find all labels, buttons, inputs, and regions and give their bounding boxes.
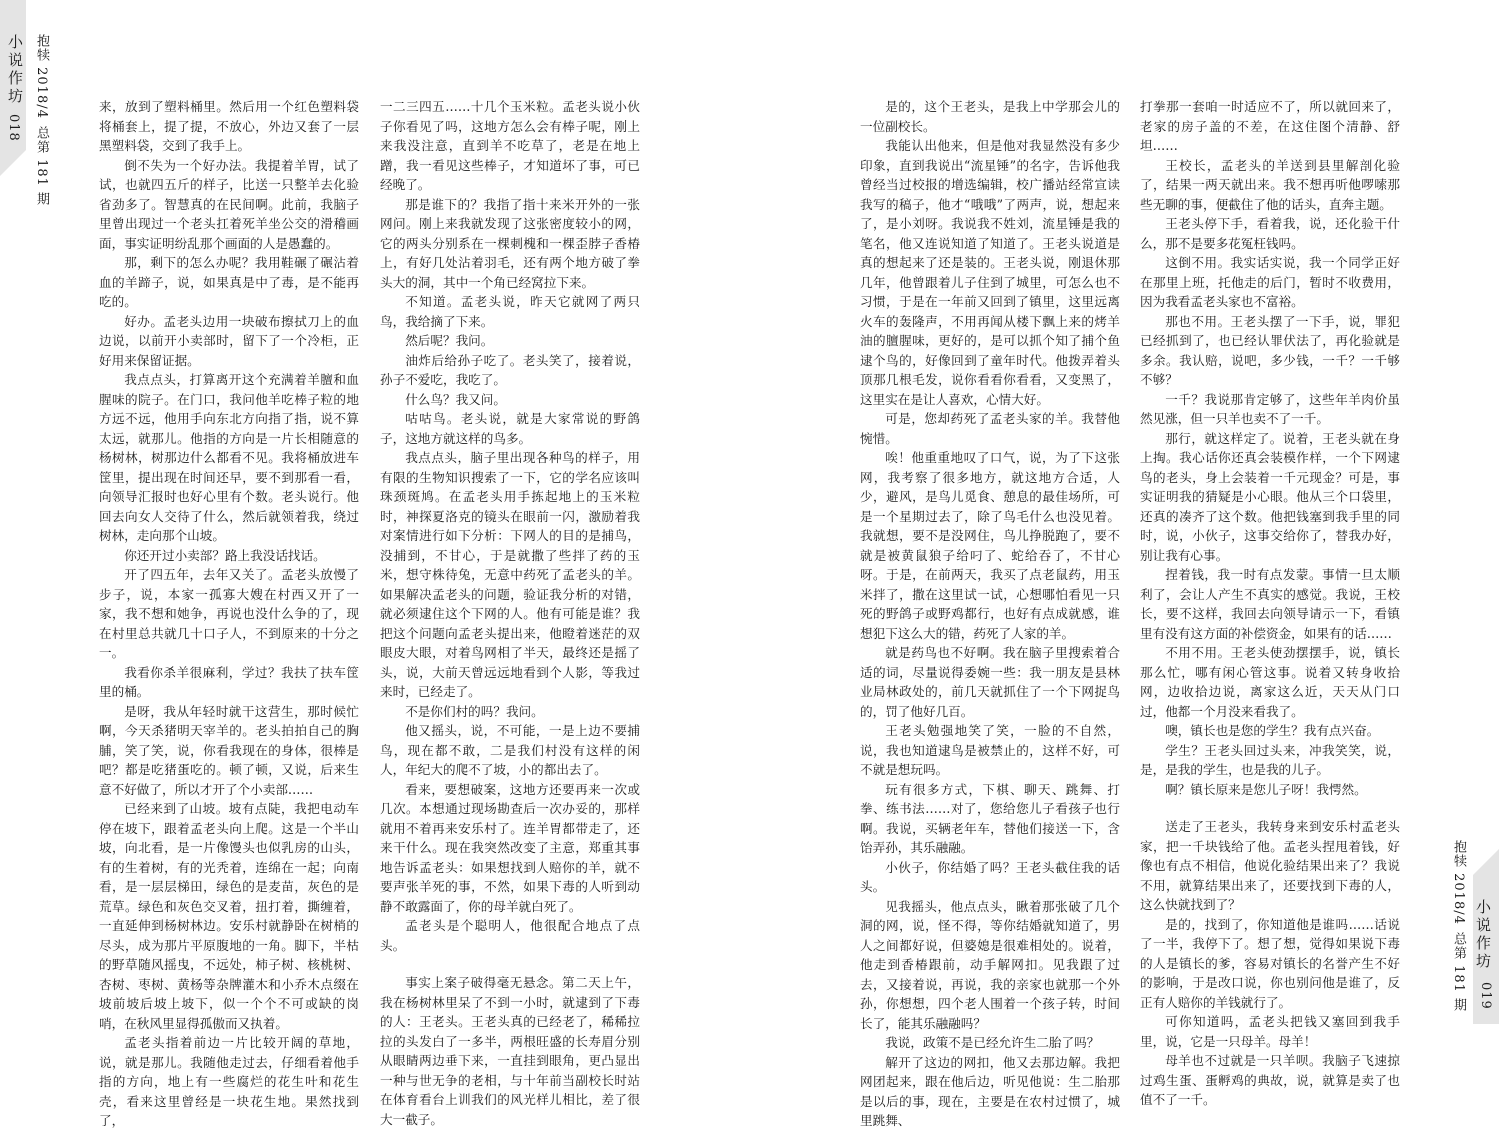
paragraph: 是的，找到了，你知道他是谁吗……话说了一半，我停下了。想了想，觉得如果说下毒的人是镇长的爹，容易对镇长的名誉产生不好的影响，于是改口说，你也别问他是谁了，反正有人赔你的羊钱就行了。 xyxy=(1140,916,1400,1010)
right-magazine-title: 抱犊 2018/4 xyxy=(1451,840,1466,925)
paragraph: 不用不用。王老头使劲摆摆手，说，镇长那么忙，哪有闲心管这事。说着又转身收拾网，边收拾边说，离家这么近，天天从门口过，他都一个月没来看我了。 xyxy=(1140,645,1400,719)
paragraph: 油炸后给孙子吃了。老头笑了，接着说，孙子不爱吃，我吃了。 xyxy=(380,352,640,387)
paragraph: 他又摇头，说，不可能，一是上边不要捕鸟，现在都不敢，二是我们村没有这样的闲人，年纪大的爬不了坡，小的都出去了。 xyxy=(380,723,640,777)
paragraph: 咕咕鸟。老头说，就是大家常说的野鸽子，这地方就这样的鸟多。 xyxy=(380,411,640,446)
paragraph: 孟老头指着前边一片比较开阔的草地，说，就是那儿。我随他走过去，仔细看着他手指的方向，地上有一些腐烂的花生叶和花生壳，看来这里曾经是一块花生地。果然找到了， xyxy=(99,1035,359,1128)
paragraph: 不知道。孟老头说，昨天它就网了两只鸟，我给摘了下来。 xyxy=(380,294,640,329)
paragraph: 王老头停下手，看着我，说，还化验干什么，那不是要多花冤枉钱吗。 xyxy=(1140,216,1400,251)
paragraph: 就是药鸟也不好啊。我在脑子里搜索着合适的词，尽量说得委婉一些：我一朋友是县林业局林政处的，前几天就抓住了一个下网捉鸟的，罚了他好几百。 xyxy=(860,645,1120,719)
paragraph: 玩有很多方式，下棋、聊天、跳舞、打拳、练书法……对了，您给您儿子看孩子也行啊。我说，买辆老年车，替他们接送一下，含饴弄孙，其乐融融。 xyxy=(860,781,1120,855)
paragraph: 母羊也不过就是一只羊呗。我脑子飞速掠过鸡生蛋、蛋孵鸡的典故，说，就算是卖了也值不了一千。 xyxy=(1140,1053,1400,1107)
paragraph: 噢，镇长也是您的学生？我有点兴奋。 xyxy=(1165,723,1380,738)
paragraph: 学生？王老头回过头来，冲我笑笑，说，是，是我的学生，也是我的儿子。 xyxy=(1140,742,1400,777)
paragraph: 王校长，孟老头的羊送到县里解剖化验了，结果一两天就出来。我不想再听他啰嗦那些无聊的事，便截住了他的话头，直奔主题。 xyxy=(1140,157,1400,212)
paragraph: 孟老头是个聪明人，他很配合地点了点头。 xyxy=(380,918,640,953)
paragraph: 事实上案子破得毫无悬念。第二天上午，我在杨树林里呆了不到一小时，就逮到了下毒的人：王老头。王老头真的已经老了，稀稀拉拉的头发白了一多半，两根旺盛的长寿眉分别从眼睛两边垂下来，一直挂到眼角，更凸显出一种与世无争的老相，与十年前当副校长时站在体育看台上训我们的风光样儿相比，差了很大一截子。 xyxy=(380,975,640,1127)
paragraph: 不是你们村的吗？我问。 xyxy=(405,703,544,719)
paragraph: 一千？我说那肯定够了，这些年羊肉价虽然见涨，但一只羊也卖不了一千。 xyxy=(1140,391,1400,426)
right-issue-number: 总第 181 期 xyxy=(1451,932,1466,1013)
paragraph: 这倒不用。我实话实说，我一个同学正好在那里上班，托他走的后门，暂时不收费用，因为我看孟老头家也不富裕。 xyxy=(1140,255,1400,309)
left-issue-number: 总第 181 期 xyxy=(34,126,49,207)
paragraph: 可你知道吗，孟老头把钱又塞回到我手里，说，它是一只母羊。母羊！ xyxy=(1140,1014,1400,1049)
paragraph: 你还开过小卖部？路上我没话找话。 xyxy=(124,547,326,563)
paragraph: 王老头勉强地笑了笑，一脸的不自然，说，我也知道逮鸟是被禁止的，这样不好，可不就是想玩吗。 xyxy=(860,723,1120,777)
paragraph: 我说，政策不是已经允许生二胎了吗？ xyxy=(885,1035,1100,1050)
right-tab-corner xyxy=(1473,849,1499,875)
paragraph: 倒不失为一个好办法。我提着羊胃，试了试，也就四五斤的样子，比送一只整羊去化验省劲多了。智慧真的在民间啊。此前，我脑子里曾出现过一个老头扛着死羊坐公交的滑稽画面，事实证明纷乱那个画面的人是愚蠢的。 xyxy=(99,157,359,251)
paragraph: 那行，就这样定了。说着，王老头就在身上掏。我心话你还真会装模作样，一个下网逮鸟的老头，身上会装着一千元现金？可是，事实证明我的猜疑是小心眼。他从三个口袋里，还真的凑齐了这个数。他把钱塞到我手里的同时，说，小伙子，这事交给你了，替我办好，别让我有心事。 xyxy=(1140,430,1400,563)
paragraph: 解开了这边的网扣，他又去那边解。我把网团起来，跟在他后边，听见他说：生二胎那是以后的事，现在，主要是在农村过惯了，城里跳舞、 xyxy=(860,1054,1120,1128)
paragraph: 小伙子，你结婚了吗？王老头截住我的话头。 xyxy=(860,859,1120,894)
paragraph: 唉！他重重地叹了口气，说，为了下这张网，我考察了很多地方，就这地方合适，人少，避风，是鸟儿觅食、憩息的最佳场所，可是一个星期过去了，除了鸟毛什么也没见着。我就想，要不是没网住，鸟儿挣脱跑了，要不就是被黄鼠狼子给叼了、蛇给吞了，不甘心呀。于是，在前两天，我买了点老鼠药，用玉米拌了，撒在这里试一试，心想哪怕看见一只死的野鸽子或野鸡都行，也好有点成就感，谁想犯下这么大的错，药死了人家的羊。 xyxy=(860,450,1120,641)
paragraph: 看来，要想破案，这地方还要再来一次或几次。本想通过现场勘查后一次办妥的，那样就用不着再来安乐村了。连羊胃都带走了，还来干什么。现在我突然改变了主意，郑重其事地告诉孟老头：如果想找到人赔你的羊，就不要声张羊死的事，不然，如果下毒的人听到动静不敢露面了，你的母羊就白死了。 xyxy=(380,781,640,914)
right-page-number: 019 xyxy=(1478,982,1493,1010)
paragraph: 开了四五年，去年又关了。孟老头放慢了步子，说，本家一孤寡大嫂在村西又开了一家，我不想和她争，再说也没什么争的了，现在村里总共就几十口子人，不到原来的十分之一。 xyxy=(99,567,359,660)
paragraph: 我能认出他来，但是他对我显然没有多少印象，直到我说出“流星锤”的名字，告诉他我曾经当过校报的增选编辑，校广播站经常宣读我写的稿子，他才“哦哦”了两声，说，想起来了，是小刘呀。我说我不姓刘，流星锤是我的笔名，他又连说知道了知道了。王老头说道是真的想起来了还是装的。王老头说，刚退休那几年，他曾跟着儿子住到了城里，可怎么也不习惯，于是在一年前又回到了镇里，这里远离火车的轰隆声，不用再闻从楼下飘上来的烤羊油的膻腥味，更好的，是可以抓个知了捕个鱼逮个鸟的，好像回到了童年时代。他拨弄着头顶那几根毛发，说你看看你看看，又变黑了，这里实在是让人喜欢，心情大好。 xyxy=(860,138,1120,407)
paragraph: 然后呢？我问。 xyxy=(405,333,494,348)
text-column-3 xyxy=(860,97,1120,1128)
text-column-2 xyxy=(380,97,640,1127)
paragraph: 我点点头，打算离开这个充满着羊膻和血腥味的院子。在门口，我问他羊吃棒子粒的地方远不远，他用手向东北方向指了指，说不算太远，就那儿。他指的方向是一片长相随意的杨树林，树那边什么都看不见。我将桶放进车筐里，提出现在时间还早，要不到那看一看，向领导汇报时也好心里有个数。老头说行。他回去向女人交待了什么，然后就领着我，绕过树林，走向那个山坡。 xyxy=(99,372,359,543)
paragraph: 我点点头，脑子里出现各种鸟的样子，用有限的生物知识搜索了一下，它的学名应该叫珠颈斑鸠。在孟老头用手拣起地上的玉米粒时，神探夏洛克的镜头在眼前一闪，激励着我对案情进行如下分析：下网人的目的是捕鸟，没捕到，不甘心，于是就撒了些拌了药的玉米，想守株待兔，无意中药死了孟老头的羊。如果解决孟老头的问题，验证我分析的对错，就必须逮住这个下网的人。他有可能是谁？我把这个问题向孟老头提出来，他瞪着迷茫的双眼皮大眼，对着鸟网相了半天，最终还是摇了头，说，大前天曾远远地看到个人影，等我过来时，已经走了。 xyxy=(380,450,640,699)
paragraph: 那也不用。王老头摆了一下手，说，罪犯已经抓到了，也已经认罪伏法了，再化验就是多余。我认赔，说吧，多少钱，一千？一千够不够？ xyxy=(1140,313,1400,387)
paragraph: 啊？镇长原来是您儿子呀！我愕然。 xyxy=(1165,781,1367,797)
paragraph: 来，放到了塑料桶里。然后用一个红色塑料袋将桶套上，提了提，不放心，外边又套了一层黑塑料袋，交到了我手上。 xyxy=(99,99,359,153)
paragraph: 是的，这个王老头，是我上中学那会儿的一位副校长。 xyxy=(860,99,1120,134)
paragraph: 已经来到了山坡。坡有点陡，我把电动车停在坡下，跟着孟老头向上爬。这是一个半山坡，向北看，是一片像馒头也似乳房的山头，有的生着树，有的光秃着，连绵在一起；向南看，是一层层梯田，绿色的是麦苗，灰色的是荒草。绿色和灰色交叉着，扭打着，撕缠着，一直延伸到杨树林边。安乐村就静卧在树梢的尽头，成为那片平原腹地的一角。脚下，半枯的野草随风摇曳，不远处，柿子树、核桃树、杏树、枣树、黄杨等杂牌灌木和小乔木点缀在坡前坡后坡上坡下，似一个个不可或缺的岗哨，在秋风里显得孤傲而又执着。 xyxy=(99,801,359,1031)
paragraph: 那，剩下的怎么办呢？我用鞋碾了碾沾着血的羊蹄子，说，如果真是中了毒，是不能再吃的。 xyxy=(99,255,359,309)
paragraph: 好办。孟老头边用一块破布擦拭刀上的血边说，以前开小卖部时，留下了一个冷柜，正好用来保留证据。 xyxy=(99,313,359,368)
paragraph: 是呀，我从年轻时就干这营生，那时候忙啊，今天杀猪明天宰羊的。老头拍拍自己的胸脯，笑了笑，说，你看我现在的身体，很棒是吧？都是吃猪蛋吃的。顿了顿，又说，后来生意不好做了，所以才开了个小卖部…… xyxy=(99,703,359,797)
text-column-4 xyxy=(1140,97,1400,1107)
paragraph: 一二三四五……十几个玉米粒。孟老头说小伙子你看见了吗，这地方怎么会有棒子呢，刚上来我没注意，直到羊不吃草了，老是在地上蹭，我一看见这些棒子，才知道坏了事，可已经晚了。 xyxy=(380,99,640,192)
paragraph: 可是，您却药死了孟老头家的羊。我替他惋惜。 xyxy=(860,411,1120,446)
left-magazine-title: 抱犊 2018/4 xyxy=(34,34,49,119)
paragraph: 什么鸟？我又问。 xyxy=(405,391,506,407)
paragraph: 见我摇头，他点点头，瞅着那张破了几个洞的网，说，怪不得，等你结婚就知道了，男人之间都好说，但婆媳是很难相处的。说着，他走到香椿跟前，动手解网扣。见我跟了过去，又接着说，再说，我的亲家也就那一个外孙，你想想，四个老人围着一个孩子转，时间长了，能其乐融融吗？ xyxy=(860,898,1120,1031)
paragraph: 那是谁下的？我指了指十来米开外的一张网问。刚上来我就发现了这张密度较小的网，它的两头分别系在一棵刺槐和一棵歪脖子香椿上，有好几处沾着羽毛，还有两个地方破了拳头大的洞，其中一个角已经窝拉下来。 xyxy=(380,196,640,290)
text-column-1 xyxy=(99,97,359,1128)
paragraph: 我看你杀羊很麻利，学过？我扶了扶车筐里的桶。 xyxy=(99,664,359,699)
paragraph: 打拳那一套咱一时适应不了，所以就回来了，老家的房子盖的不差，在这住图个清静、舒坦…… xyxy=(1140,99,1400,153)
paragraph: 送走了王老头，我转身来到安乐村孟老头家，把一千块钱给了他。孟老头捏甩着钱，好像也有点不相信，他说化验结果出来了？我说不用，就算结果出来了，还要找到下毒的人，这么快就找到了？ xyxy=(1140,819,1400,912)
left-section-name: 小说作坊 xyxy=(6,34,24,106)
right-section-name: 小说作坊 xyxy=(1474,899,1492,971)
paragraph: 捏着钱，我一时有点发蒙。事情一旦太顺利了，会让人产生不真实的感觉。我说，王校长，要不这样，我回去向领导请示一下，看镇里有没有这方面的补偿资金，如果有的话…… xyxy=(1140,567,1400,641)
left-page-number: 018 xyxy=(6,114,21,142)
left-tab-corner xyxy=(0,150,26,176)
